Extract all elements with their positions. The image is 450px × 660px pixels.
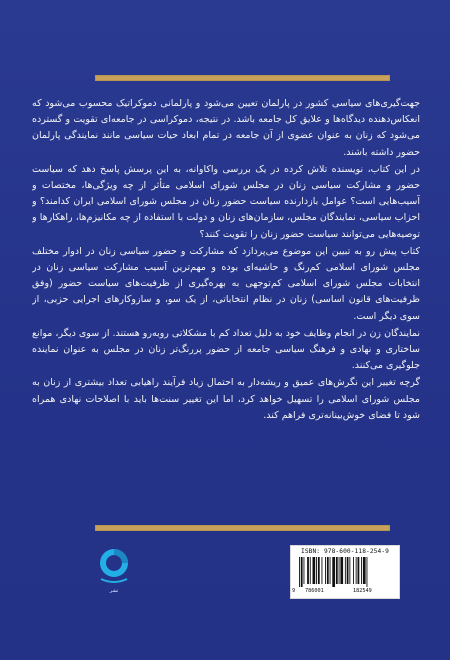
bottom-accent-bar — [95, 525, 390, 531]
publisher-logo-caption: نشر — [109, 588, 119, 594]
barcode-digit-left: 9 — [292, 588, 296, 594]
barcode-digit-group-1: 786001 — [305, 588, 324, 594]
barcode-image — [297, 557, 393, 587]
blurb-paragraph-1: جهت‌گیری‌های سیاسی کشور در پارلمان تعیین می‌شود و پارلمانی دموکراتیک محسوب می‌شود که انعکاس‌دهنده دیدگاه‌ها و علایق کل جامعه باشد. در نتیجه، دموکراسی در جامعه‌ای تقویت و گسترده می‌شود که زنان به عنوان عضوی از آن جامعه در تمام ابعاد حیات سیاسی مانند نمایندگی پارلمان حضور داشته باشند. — [32, 98, 420, 158]
barcode-digit-group-2: 182549 — [353, 588, 372, 594]
blurb-paragraph-4: نمایندگان زن در انجام وظایف خود به دلیل تعداد کم با مشکلاتی روبه‌رو هستند. از سوی دیگر، موانع ساختاری و نهادی و فرهنگ سیاسی جامعه از حضور پررنگ‌تر زنان در مجلس به عنوان نماینده جلوگیری می‌کنند. — [32, 327, 420, 372]
blurb-paragraph-3: کتاب پیش رو به تبیین این موضوع می‌پردازد که مشارکت و حضور سیاسی زنان در ادوار مختلف مجلس شورای اسلامی کم‌رنگ و حاشیه‌ای بوده و مهم‌ترین آسیب مشارکت سیاسی زنان در انتخابات مجلس شورای اسلامی کم‌توجهی به بهره‌گیری از ظرفیت‌های سیاست حضور (وفق ظرفیت‌های قانون اساسی) زنان در نظام انتخاباتی، از یک سو، و سازوکارهای اجرایی حزبی، از سوی دیگر است. — [32, 245, 420, 322]
isbn-text: ISBN: 978-600-118-254-9 — [301, 548, 389, 555]
blurb-text — [32, 96, 420, 516]
top-accent-bar — [95, 75, 390, 81]
publisher-logo-icon — [96, 545, 132, 589]
blurb-paragraph-2: در این کتاب، نویسنده تلاش کرده در یک بررسی واکاوانه، به این پرسش پاسخ دهد که سیاست حضور و مشارکت سیاسی زنان در مجلس شورای اسلامی متأثر از چه ویژگی‌ها، مختصات و آسیب‌هایی است؟ عوامل بازدارنده سیاست حضور زنان در مجلس شورای اسلامی ایران کدامند؟ و احزاب سیاسی، نمایندگان مجلس، سازمان‌های زنان و دولت با استفاده از چه مکانیزم‌ها، راهکارها و توصیه‌هایی می‌توانند سیاست حضور زنان را تقویت کنند؟ — [32, 163, 420, 240]
barcode-label — [290, 545, 400, 599]
blurb-paragraph-5: گرچه تغییر این نگرش‌های عمیق و ریشه‌دار به احتمال زیاد فرآیند راهیابی تعداد بیشتری از زنان به مجلس شورای اسلامی را تسهیل خواهد کرد، اما این تغییر سنت‌ها باید با اصلاحات نهادی همراه شود تا فضای خوش‌بینانه‌تری فراهم کند. — [32, 377, 420, 421]
